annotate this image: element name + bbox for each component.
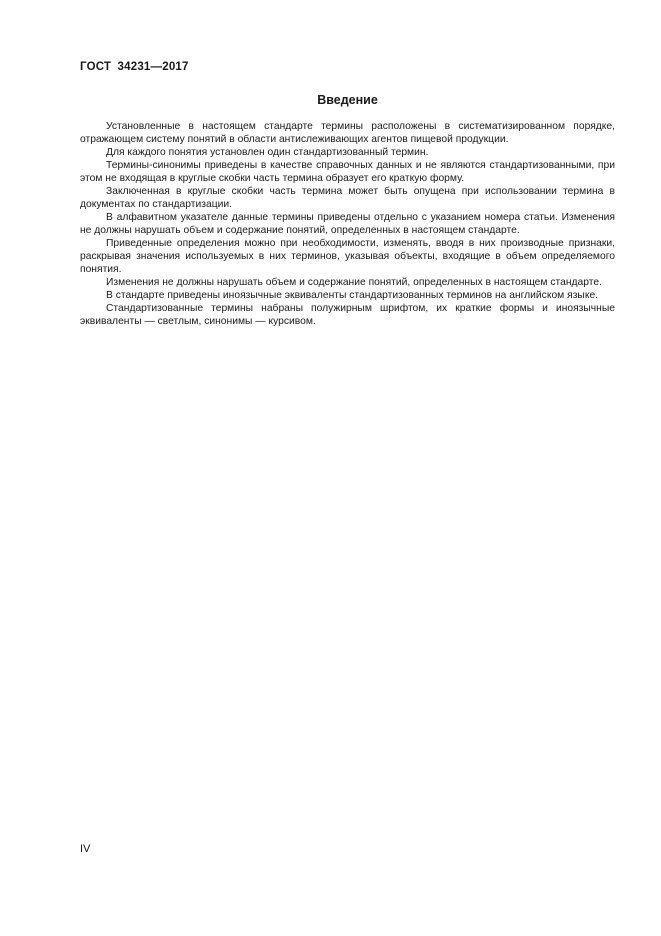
section-title <box>80 93 615 107</box>
paragraph-3: Термины-синонимы приведены в качестве справочных данных и не являются стандартизованными, при этом не входящая в круглые скобки часть термина образует его краткую форму. <box>80 160 615 184</box>
paragraph-8: В стандарте приведены иноязычные эквиваленты стандартизованных терминов на английском языке. <box>106 290 599 301</box>
paragraph-4: Заключенная в круглые скобки часть термина может быть опущена при использовании термина в документах по стандартизации. <box>80 186 615 210</box>
paragraph-6: Приведенные определения можно при необходимости, изменять, вводя в них производные признаки, раскрывая значения используемых в них терминов, указывая объекты, входящие в объем определяемого понятия. <box>80 238 615 275</box>
page-number: IV <box>80 843 91 855</box>
section-title-text: Введение <box>317 93 378 107</box>
introduction-body <box>80 120 615 328</box>
paragraph-9: Стандартизованные термины набраны полужирным шрифтом, их краткие формы и иноязычные эквиваленты — светлым, синонимы — курсивом. <box>80 303 615 327</box>
document-code-header: ГОСТ 34231—2017 <box>80 61 189 73</box>
paragraph-1: Установленные в настоящем стандарте термины расположены в систематизированном порядке, отражающем систему понятий в области антислеживающих агентов пищевой продукции. <box>80 121 615 145</box>
paragraph-7: Изменения не должны нарушать объем и содержание понятий, определенных в настоящем стандарте. <box>106 277 602 288</box>
paragraph-5: В алфавитном указателе данные термины приведены отдельно с указанием номера статьи. Изменения не должны нарушать объем и содержание понятий, определенных в настоящем стандарте. <box>80 212 615 236</box>
paragraph-2: Для каждого понятия установлен один стандартизованный термин. <box>106 147 429 158</box>
